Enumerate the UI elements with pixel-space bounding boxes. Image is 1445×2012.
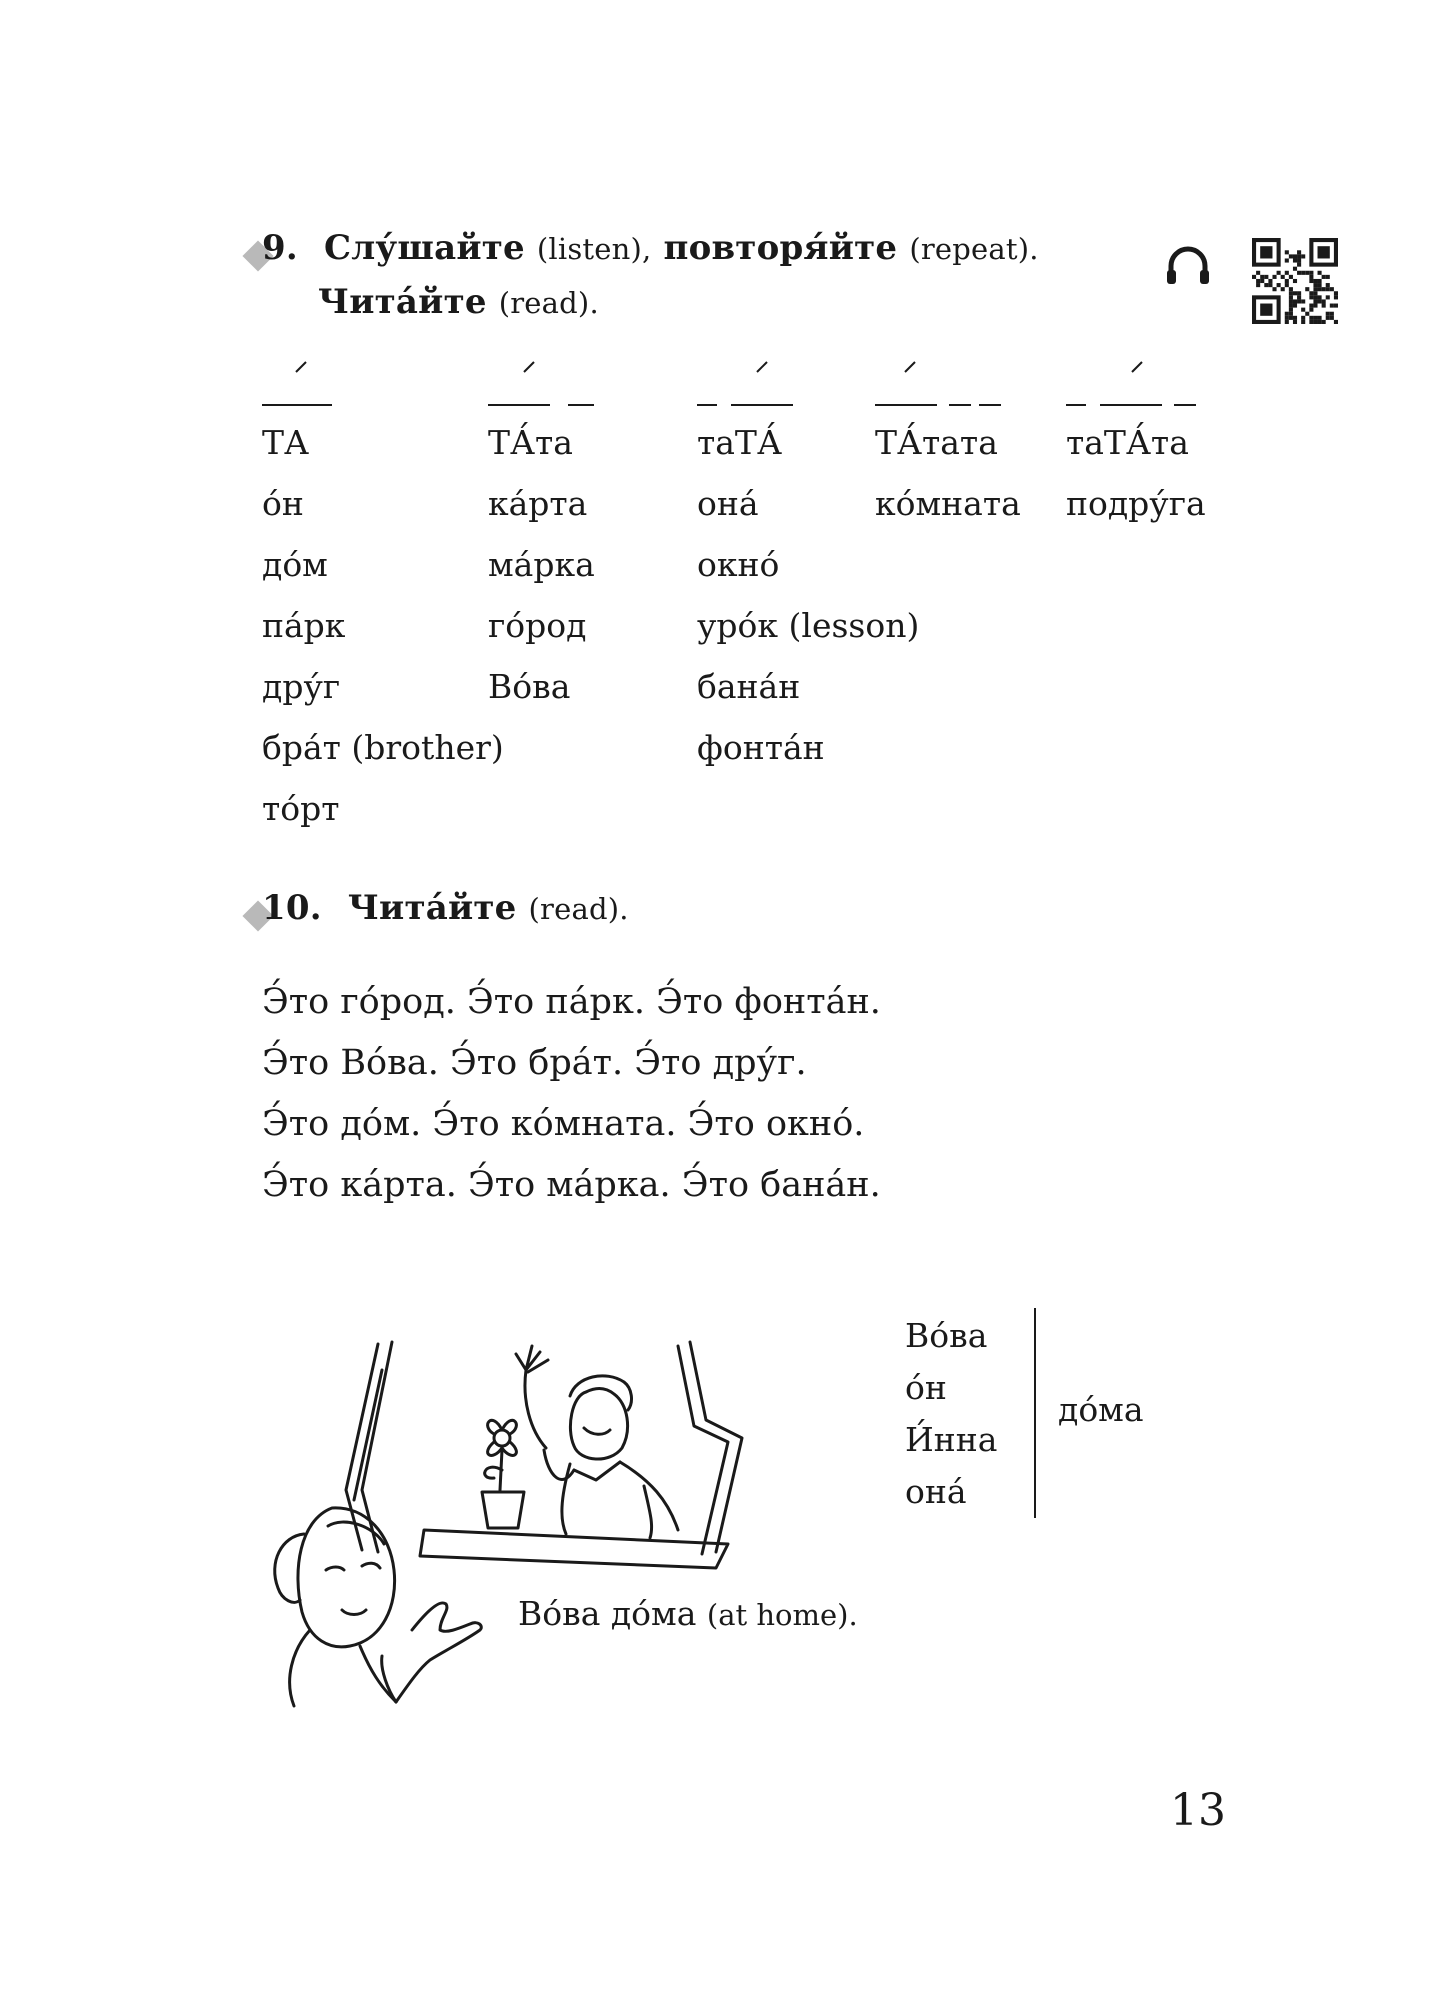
pronoun-item: о́н	[905, 1368, 947, 1407]
exercise-9-title	[262, 228, 1039, 268]
caption-note: (at home).	[706, 1598, 858, 1632]
word-item: о́н	[262, 484, 304, 523]
word-item: бана́н	[697, 667, 801, 706]
word-item: бра́т (brother)	[262, 728, 504, 767]
word-item: па́рк	[262, 606, 346, 645]
sentence-line: Э́то ка́рта. Э́то ма́рка. Э́то бана́н.	[262, 1165, 881, 1205]
pronoun-item: Во́ва	[905, 1316, 988, 1355]
word-item: ко́мната	[875, 484, 1021, 523]
exercise-note: (listen),	[536, 232, 652, 266]
exercise-number: 9.	[262, 228, 298, 268]
column-header: таТА́та	[1066, 423, 1189, 462]
word-item: подру́га	[1066, 484, 1206, 523]
exercise-10-title	[262, 888, 629, 928]
qr-code[interactable]	[1252, 238, 1338, 324]
reading-sentences	[262, 972, 881, 1216]
exercise-note: (read).	[498, 286, 599, 320]
word-item: Во́ва	[488, 667, 571, 706]
column-header: ТА́та	[488, 423, 573, 462]
stress-pattern-5	[1066, 358, 1206, 410]
stress-pattern-2	[488, 358, 598, 410]
stress-column	[488, 412, 595, 717]
word-item: фонта́н	[697, 728, 825, 767]
predicate-word: до́ма	[1058, 1390, 1144, 1429]
exercise-note: (read).	[528, 892, 629, 926]
exercise-title-part: Слу́шайте	[323, 228, 525, 268]
word-item: окно́	[697, 545, 780, 584]
sentence-line: Э́то го́род. Э́то па́рк. Э́то фонта́н.	[262, 982, 881, 1022]
headphones-icon[interactable]	[1163, 242, 1213, 292]
stress-pattern-3	[697, 358, 807, 410]
column-header: ТА́тата	[875, 423, 998, 462]
sentence-line: Э́то Во́ва. Э́то бра́т. Э́то дру́г.	[262, 1043, 807, 1083]
pronoun-item: И́нна	[905, 1420, 998, 1459]
caption-text: Во́ва до́ма	[518, 1594, 697, 1633]
word-item: до́м	[262, 545, 328, 584]
illustration-window-scene	[270, 1330, 780, 1740]
stress-column	[875, 412, 1021, 534]
word-item: она́	[697, 484, 759, 523]
word-item: дру́г	[262, 667, 341, 706]
sentence-line: Э́то до́м. Э́то ко́мната. Э́то окно́.	[262, 1104, 865, 1144]
stress-pattern-4	[875, 358, 1015, 410]
pronoun-list	[905, 1310, 997, 1518]
exercise-note: (repeat).	[909, 232, 1039, 266]
exercise-title-part: Чита́йте	[318, 282, 487, 322]
exercise-9-subtitle	[318, 282, 599, 322]
pronoun-item: она́	[905, 1472, 967, 1511]
exercise-title-part: Чита́йте	[347, 888, 517, 928]
word-item: уро́к (lesson)	[697, 606, 920, 645]
page-number: 13	[1170, 1785, 1226, 1836]
stress-column	[1066, 412, 1206, 534]
exercise-title-part: повторя́йте	[663, 228, 898, 268]
stress-column	[262, 412, 504, 839]
exercise-number: 10.	[262, 888, 322, 928]
word-item: ка́рта	[488, 484, 588, 523]
column-header: ТА	[262, 423, 310, 462]
column-header: таТА́	[697, 423, 782, 462]
word-item: го́род	[488, 606, 587, 645]
illustration-caption	[518, 1594, 858, 1633]
table-divider	[1034, 1308, 1036, 1518]
word-item: ма́рка	[488, 545, 595, 584]
stress-pattern-1	[262, 358, 332, 410]
word-item: то́рт	[262, 789, 340, 828]
